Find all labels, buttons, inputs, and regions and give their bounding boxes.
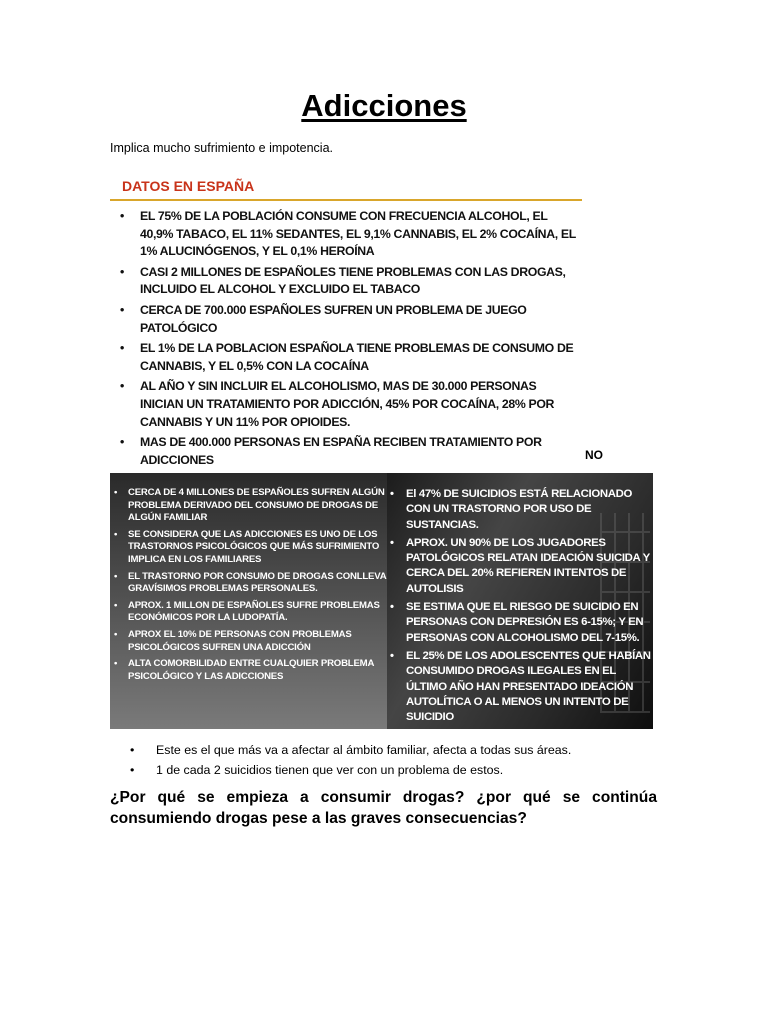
bullet-icon: •: [130, 743, 135, 757]
slide-datos-espana: [110, 172, 590, 467]
list-item: [390, 487, 652, 533]
list-item-text: EL TRASTORNO POR CONSUMO DE DROGAS CONLLEVA GRAVÍSIMOS PROBLEMAS PERSONALES.: [128, 570, 387, 595]
list-item-text: EL 25% DE LOS ADOLESCENTES QUE HABÍAN CONSUMIDO DROGAS ILEGALES EN EL ÚLTIMO AÑO HAN PRESENTADO IDEACIÓN AUTOLÍTICA O AL MENOS UN INTENTO DE SUICIDIO: [406, 649, 651, 724]
bullet-icon: •: [120, 435, 124, 450]
bullet-icon: •: [114, 628, 118, 640]
bullet-icon: •: [390, 649, 394, 662]
list-item-text: CERCA DE 4 MILLONES DE ESPAÑOLES SUFREN ALGÚN PROBLEMA DERIVADO DEL CONSUMO DE DROGAS DE ALGÚN FAMILIAR: [128, 487, 385, 524]
document-title: Adicciones: [301, 88, 467, 123]
bullet-icon: •: [130, 762, 135, 777]
slide-bullet-list: [110, 208, 580, 472]
list-item: [130, 761, 571, 781]
list-item: [390, 649, 652, 725]
list-item: [114, 600, 389, 625]
bullet-icon: •: [390, 488, 394, 500]
list-item: [114, 629, 389, 654]
bullet-icon: •: [120, 264, 124, 279]
list-item: [110, 434, 580, 469]
list-item: [110, 340, 580, 375]
bullet-icon: •: [120, 379, 124, 394]
bullet-icon: •: [120, 302, 124, 317]
list-item-text: CASI 2 MILLONES DE ESPAÑOLES TIENE PROBLEMAS CON LAS DROGAS, INCLUIDO EL ALCOHOL Y EXCLUIDO EL TABACO: [140, 264, 566, 297]
list-item: [110, 378, 580, 431]
left-bullet-list: [114, 487, 389, 687]
bullet-icon: •: [120, 209, 124, 223]
list-item-text: APROX. 1 MILLON DE ESPAÑOLES SUFRE PROBLEMAS ECONÓMICOS POR LA LUDOPATÍA.: [128, 599, 380, 624]
bullet-icon: •: [114, 599, 118, 611]
list-item-text: MAS DE 400.000 PERSONAS EN ESPAÑA RECIBEN TRATAMIENTO POR ADICCIONES: [140, 435, 542, 467]
list-item: [110, 264, 580, 299]
list-item: [110, 208, 580, 261]
list-item-text: Este es el que más va a afectar al ámbito familiar, afecta a todas sus áreas.: [156, 743, 572, 757]
intro-text: Implica mucho sufrimiento e impotencia.: [110, 141, 334, 155]
discussion-question: ¿Por qué se empieza a consumir drogas? ¿por qué se continúa consumiendo drogas pese a las graves consecuencias?: [110, 789, 657, 827]
list-item-text: 1 de cada 2 suicidios tienen que ver con un problema de estos.: [156, 762, 504, 777]
list-item: [114, 571, 389, 596]
notes-bullet-list: [130, 741, 571, 780]
list-item-text: ALTA COMORBILIDAD ENTRE CUALQUIER PROBLEMA PSICOLÓGICO Y LAS ADICCIONES: [128, 658, 374, 682]
heading-rule: [110, 199, 582, 201]
bullet-icon: •: [390, 536, 394, 549]
slide-family-suicide: [110, 473, 653, 729]
bullet-icon: •: [120, 341, 124, 356]
list-item-text: CERCA DE 700.000 ESPAÑOLES SUFREN UN PROBLEMA DE JUEGO PATOLÓGICO: [140, 302, 527, 335]
list-item-text: AL AÑO Y SIN INCLUIR EL ALCOHOLISMO, MAS DE 30.000 PERSONAS INICIAN UN TRATAMIENTO POR ADICCIÓN, 45% POR COCAÍNA, 28% POR CANNABIS Y UN 11% POR OPIOIDES.: [140, 379, 555, 429]
list-item: [110, 302, 580, 337]
bullet-icon: •: [114, 487, 118, 498]
list-item: [114, 487, 389, 525]
list-item: [130, 741, 571, 761]
bullet-icon: •: [114, 658, 118, 670]
list-item-text: APROX EL 10% DE PERSONAS CON PROBLEMAS PSICOLÓGICOS SUFREN UNA ADICCIÓN: [128, 628, 352, 653]
list-item: [114, 658, 389, 683]
list-item-text: SE ESTIMA QUE EL RIESGO DE SUICIDIO EN PERSONAS CON DEPRESIÓN ES 6-15%; Y EN PERSONAS CON ALCOHOLISMO DEL 7-15%.: [406, 601, 644, 644]
list-item-text: El 47% DE SUICIDIOS ESTÁ RELACIONADO CON UN TRASTORNO POR USO DE SUSTANCIAS.: [406, 488, 633, 531]
list-item-text: EL 75% DE LA POBLACIÓN CONSUME CON FRECUENCIA ALCOHOL, EL 40,9% TABACO, EL 11% SEDANTES, EL 9,1% CANNABIS, EL 2% COCAÍNA, EL 1% ALUCINÓGENOS, Y EL 0,1% HEROÍNA: [140, 209, 576, 259]
list-item: [390, 600, 652, 646]
right-bullet-list: [390, 487, 652, 728]
no-label: NO: [585, 448, 603, 462]
list-item: [114, 529, 389, 567]
bullet-icon: •: [114, 528, 118, 540]
slide-heading: DATOS EN ESPAÑA: [122, 178, 255, 194]
bullet-icon: •: [390, 601, 394, 614]
list-item-text: SE CONSIDERA QUE LAS ADICCIONES ES UNO DE LOS TRASTORNOS PSICOLÓGICOS QUE MÁS SUFRIMIENTO IMPLICA EN LOS FAMILIARES: [128, 528, 380, 565]
list-item-text: APROX. UN 90% DE LOS JUGADORES PATOLÓGICOS RELATAN IDEACIÓN SUICIDA Y CERCA DEL 20% REFIEREN INTENTOS DE AUTOLISIS: [406, 536, 650, 595]
list-item: [390, 536, 652, 597]
bullet-icon: •: [114, 570, 118, 582]
list-item-text: EL 1% DE LA POBLACION ESPAÑOLA TIENE PROBLEMAS DE CONSUMO DE CANNABIS, Y EL 0,5% CON LA COCAÍNA: [140, 341, 574, 373]
